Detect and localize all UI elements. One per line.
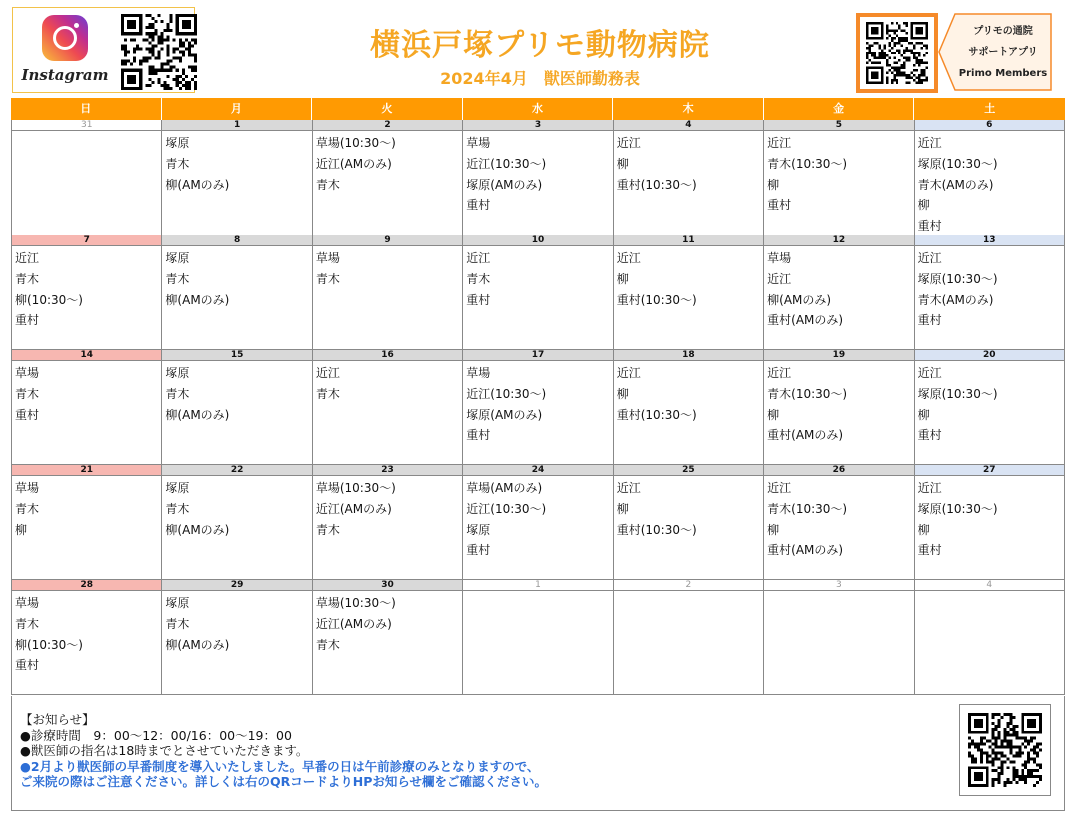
vet-entry: 塚原(AMのみ) <box>466 407 543 422</box>
instagram-icon <box>42 15 88 61</box>
vet-list <box>12 476 161 540</box>
vet-list <box>162 361 311 425</box>
vet-entry: 重村 <box>466 198 491 213</box>
vet-entry: 重村 <box>466 428 491 443</box>
vet-entry: 重村 <box>466 292 491 307</box>
vet-list <box>463 246 612 310</box>
vet-list <box>313 131 462 195</box>
calendar-day-cell <box>614 120 764 238</box>
day-number: 23 <box>313 465 462 476</box>
calendar-day-cell <box>764 235 914 350</box>
app-qr-code-icon[interactable] <box>866 22 928 84</box>
vet-list <box>764 476 913 561</box>
vet-entry: 塚原 <box>165 596 190 610</box>
calendar-day-cell <box>162 465 312 580</box>
vet-entry: 塚原 <box>165 251 190 265</box>
calendar-day-outside-month <box>915 580 1065 695</box>
vet-list <box>915 476 1064 561</box>
vet-list <box>463 131 612 216</box>
calendar-day-cell <box>463 465 613 580</box>
vet-entry: 青木 <box>15 501 40 516</box>
vet-entry: 重村(10:30～) <box>616 177 697 192</box>
calendar-weeks <box>11 120 1065 695</box>
calendar-day-cell <box>463 350 613 465</box>
day-number: 2 <box>614 580 763 591</box>
vet-entry: 重村 <box>767 198 792 213</box>
app-callout-line-3: Primo Members <box>958 67 1048 79</box>
vet-list <box>915 591 1064 593</box>
duty-calendar <box>11 98 1065 695</box>
app-qr-frame[interactable] <box>856 13 938 93</box>
vet-entry: 青木(AMのみ) <box>917 292 994 307</box>
day-number: 4 <box>614 120 763 131</box>
day-number: 5 <box>764 120 913 131</box>
day-number: 22 <box>162 465 311 476</box>
calendar-day-cell <box>614 235 764 350</box>
vet-entry: 近江 <box>917 481 942 495</box>
vet-entry: 重村(10:30～) <box>616 292 697 307</box>
vet-entry: 青木 <box>15 616 40 631</box>
instagram-wordmark: Instagram <box>21 66 109 84</box>
notice-text <box>20 712 547 790</box>
vet-entry: 青木 <box>15 271 40 286</box>
vet-list <box>915 246 1064 331</box>
vet-entry: 近江 <box>616 136 641 150</box>
vet-entry: 柳 <box>15 522 28 537</box>
vet-list <box>313 476 462 540</box>
notice-heading: 【お知らせ】 <box>20 712 95 727</box>
weekday-label: 月 <box>162 98 313 120</box>
day-number: 17 <box>463 350 612 361</box>
vet-list <box>764 361 913 446</box>
app-callout <box>938 13 1052 91</box>
calendar-day-cell <box>313 465 463 580</box>
vet-list <box>463 361 612 446</box>
vet-list <box>614 591 763 593</box>
vet-entry: 柳(10:30～) <box>15 637 83 652</box>
day-number: 9 <box>313 235 462 246</box>
vet-list <box>915 361 1064 446</box>
vet-list <box>162 476 311 540</box>
vet-entry: 近江(10:30～) <box>466 386 547 401</box>
calendar-day-cell <box>162 120 312 238</box>
day-number: 20 <box>915 350 1064 361</box>
calendar-day-cell <box>313 580 463 695</box>
day-number: 3 <box>463 120 612 131</box>
vet-list <box>915 131 1064 237</box>
vet-entry: 青木 <box>315 177 340 192</box>
calendar-day-outside-month <box>614 580 764 695</box>
vet-entry: 青木(10:30～) <box>767 501 848 516</box>
day-number: 26 <box>764 465 913 476</box>
vet-entry: 青木 <box>165 616 190 631</box>
vet-entry: 草場 <box>466 366 491 380</box>
vet-entry: 重村 <box>466 543 491 558</box>
vet-entry: 近江 <box>917 136 942 150</box>
vet-entry: 柳 <box>917 198 930 213</box>
vet-entry: 近江(AMのみ) <box>315 501 392 516</box>
vet-list <box>12 361 161 425</box>
homepage-qr-code-icon[interactable] <box>968 713 1042 787</box>
vet-entry: 塚原(10:30～) <box>917 271 998 286</box>
calendar-day-cell <box>915 465 1065 580</box>
calendar-day-cell <box>12 235 162 350</box>
vet-list <box>162 591 311 655</box>
calendar-day-cell <box>915 350 1065 465</box>
day-number: 25 <box>614 465 763 476</box>
vet-entry: 柳 <box>767 522 780 537</box>
vet-entry: 青木 <box>315 271 340 286</box>
vet-entry: 近江 <box>767 271 792 286</box>
vet-entry: 近江 <box>616 481 641 495</box>
day-number: 19 <box>764 350 913 361</box>
vet-list <box>313 361 462 405</box>
vet-entry: 柳 <box>917 407 930 422</box>
calendar-day-cell <box>463 120 613 238</box>
app-callout-line-1: プリモの通院 <box>973 25 1033 37</box>
vet-entry: 近江 <box>917 366 942 380</box>
vet-entry: 塚原(10:30～) <box>917 156 998 171</box>
vet-entry: 塚原 <box>466 522 491 537</box>
weekday-label: 金 <box>764 98 915 120</box>
calendar-week-row <box>12 465 1065 580</box>
vet-entry: 柳 <box>616 501 629 516</box>
day-number: 30 <box>313 580 462 591</box>
vet-entry: 重村(AMのみ) <box>767 313 844 328</box>
vet-list <box>614 361 763 425</box>
vet-entry: 重村 <box>917 428 942 443</box>
weekday-header <box>11 98 1065 120</box>
vet-entry: 草場(10:30～) <box>315 136 396 150</box>
day-number: 2 <box>313 120 462 131</box>
vet-entry: 柳 <box>767 407 780 422</box>
day-number: 7 <box>12 235 161 246</box>
vet-entry: 近江 <box>466 251 491 265</box>
notice-hours: ●診療時間 9：00～12：00/16：00～19：00 <box>20 727 292 743</box>
calendar-day-cell <box>764 465 914 580</box>
calendar-day-outside-month <box>764 580 914 695</box>
day-number: 18 <box>614 350 763 361</box>
vet-list <box>614 131 763 195</box>
day-number: 15 <box>162 350 311 361</box>
vet-entry: 草場 <box>466 136 491 150</box>
page-subtitle: 2024年4月 獣医師勤務表 <box>440 69 640 88</box>
homepage-qr-frame[interactable] <box>959 704 1051 796</box>
calendar-day-cell <box>764 350 914 465</box>
calendar-day-cell <box>12 465 162 580</box>
vet-entry: 草場 <box>15 366 40 380</box>
vet-entry: 近江 <box>616 366 641 380</box>
vet-entry: 草場 <box>15 596 40 610</box>
calendar-day-cell <box>162 580 312 695</box>
vet-list <box>162 131 311 195</box>
day-number: 10 <box>463 235 612 246</box>
calendar-week-row <box>12 120 1065 235</box>
vet-entry: 塚原(10:30～) <box>917 386 998 401</box>
vet-list <box>614 246 763 310</box>
calendar-day-cell <box>12 580 162 695</box>
vet-list <box>313 246 462 290</box>
notice-nomination: ●獣医師の指名は18時までとさせていただきます。 <box>20 743 309 758</box>
notice-early-shift-1: ●2月より獣医師の早番制度を導入いたしました。早番の日は午前診療のみとなりますので、 <box>20 758 540 774</box>
vet-entry: 青木 <box>165 271 190 286</box>
calendar-week-row <box>12 580 1065 695</box>
day-number: 31 <box>12 120 161 131</box>
vet-entry: 草場(10:30～) <box>315 481 396 495</box>
vet-entry: 柳 <box>616 271 629 286</box>
calendar-day-cell <box>313 235 463 350</box>
calendar-day-cell <box>614 465 764 580</box>
vet-entry: 青木 <box>165 386 190 401</box>
vet-entry: 柳 <box>917 522 930 537</box>
calendar-day-cell <box>313 120 463 238</box>
vet-entry: 近江 <box>917 251 942 265</box>
vet-entry: 青木 <box>165 501 190 516</box>
instagram-banner[interactable] <box>12 7 195 93</box>
vet-entry: 近江 <box>767 481 792 495</box>
day-number: 24 <box>463 465 612 476</box>
vet-entry: 青木(10:30～) <box>767 386 848 401</box>
vet-entry: 草場(AMのみ) <box>466 481 543 495</box>
vet-entry: 重村 <box>917 543 942 558</box>
vet-entry: 重村 <box>15 313 40 328</box>
day-number: 29 <box>162 580 311 591</box>
calendar-day-cell <box>915 120 1065 238</box>
day-number: 27 <box>915 465 1064 476</box>
calendar-day-cell <box>614 350 764 465</box>
vet-list <box>313 591 462 655</box>
calendar-week-row <box>12 350 1065 465</box>
instagram-logo <box>19 12 111 90</box>
day-number: 1 <box>162 120 311 131</box>
vet-entry: 重村 <box>917 313 942 328</box>
day-number: 6 <box>915 120 1064 131</box>
vet-entry: 塚原(10:30～) <box>917 501 998 516</box>
vet-entry: 青木 <box>315 386 340 401</box>
day-number: 4 <box>915 580 1064 591</box>
vet-entry: 柳(AMのみ) <box>165 407 230 422</box>
vet-entry: 重村 <box>917 219 942 234</box>
vet-list <box>12 591 161 676</box>
vet-entry: 柳(AMのみ) <box>165 177 230 192</box>
vet-entry: 青木 <box>15 386 40 401</box>
vet-entry: 近江(AMのみ) <box>315 156 392 171</box>
vet-list <box>764 591 913 593</box>
calendar-day-cell <box>915 235 1065 350</box>
vet-entry: 近江 <box>616 251 641 265</box>
vet-entry: 近江 <box>767 136 792 150</box>
vet-list <box>764 131 913 216</box>
vet-entry: 塚原 <box>165 136 190 150</box>
vet-entry: 青木(AMのみ) <box>917 177 994 192</box>
vet-entry: 草場 <box>315 251 340 265</box>
vet-entry: 柳 <box>616 156 629 171</box>
vet-list <box>463 591 612 593</box>
vet-entry: 重村 <box>15 407 40 422</box>
vet-entry: 近江(AMのみ) <box>315 616 392 631</box>
vet-list <box>764 246 913 331</box>
vet-entry: 塚原(AMのみ) <box>466 177 543 192</box>
calendar-day-outside-month <box>12 120 162 238</box>
vet-entry: 塚原 <box>165 481 190 495</box>
page-title: 横浜戸塚プリモ動物病院 <box>370 28 710 63</box>
instagram-qr-code-icon[interactable] <box>121 14 197 90</box>
vet-entry: 柳(AMのみ) <box>767 292 832 307</box>
day-number: 11 <box>614 235 763 246</box>
day-number: 14 <box>12 350 161 361</box>
vet-entry: 重村(10:30～) <box>616 407 697 422</box>
vet-entry: 近江 <box>315 366 340 380</box>
calendar-day-cell <box>162 350 312 465</box>
vet-list <box>12 246 161 331</box>
vet-entry: 柳(AMのみ) <box>165 292 230 307</box>
day-number: 13 <box>915 235 1064 246</box>
vet-entry: 柳 <box>767 177 780 192</box>
day-number: 28 <box>12 580 161 591</box>
day-number: 8 <box>162 235 311 246</box>
vet-list <box>162 246 311 310</box>
calendar-day-cell <box>313 350 463 465</box>
vet-entry: 青木 <box>315 637 340 652</box>
vet-entry: 塚原 <box>165 366 190 380</box>
vet-entry: 近江 <box>15 251 40 265</box>
day-number: 16 <box>313 350 462 361</box>
day-number: 1 <box>463 580 612 591</box>
vet-entry: 近江 <box>767 366 792 380</box>
vet-list <box>463 476 612 561</box>
weekday-label: 水 <box>463 98 614 120</box>
day-number: 21 <box>12 465 161 476</box>
vet-entry: 近江(10:30～) <box>466 501 547 516</box>
calendar-day-cell <box>12 350 162 465</box>
vet-entry: 柳(AMのみ) <box>165 522 230 537</box>
vet-entry: 青木(10:30～) <box>767 156 848 171</box>
app-callout-line-2: サポートアプリ <box>968 46 1038 58</box>
vet-entry: 重村(AMのみ) <box>767 428 844 443</box>
calendar-day-outside-month <box>463 580 613 695</box>
vet-entry: 草場 <box>15 481 40 495</box>
calendar-day-cell <box>162 235 312 350</box>
weekday-label: 土 <box>984 102 996 115</box>
calendar-day-cell <box>463 235 613 350</box>
vet-entry: 草場(10:30～) <box>315 596 396 610</box>
vet-list <box>614 476 763 540</box>
vet-entry: 青木 <box>315 522 340 537</box>
notice-early-shift-2: ご来院の際はご注意ください。詳しくは右のQRコードよりHPお知らせ欄をご確認ください。 <box>20 774 548 789</box>
calendar-week-row <box>12 235 1065 350</box>
vet-entry: 柳(AMのみ) <box>165 637 230 652</box>
notice-panel <box>11 696 1065 811</box>
vet-entry: 青木 <box>466 271 491 286</box>
vet-entry: 近江(10:30～) <box>466 156 547 171</box>
day-number: 3 <box>764 580 913 591</box>
vet-entry: 重村(10:30～) <box>616 522 697 537</box>
vet-entry: 柳(10:30～) <box>15 292 83 307</box>
vet-entry: 柳 <box>616 386 629 401</box>
weekday-label: 火 <box>312 98 463 120</box>
vet-entry: 重村(AMのみ) <box>767 543 844 558</box>
day-number: 12 <box>764 235 913 246</box>
weekday-label: 木 <box>613 98 764 120</box>
vet-entry: 草場 <box>767 251 792 265</box>
vet-entry: 重村 <box>15 658 40 673</box>
weekday-label: 日 <box>11 98 162 120</box>
vet-entry: 青木 <box>165 156 190 171</box>
calendar-day-cell <box>764 120 914 238</box>
vet-list <box>12 131 161 133</box>
